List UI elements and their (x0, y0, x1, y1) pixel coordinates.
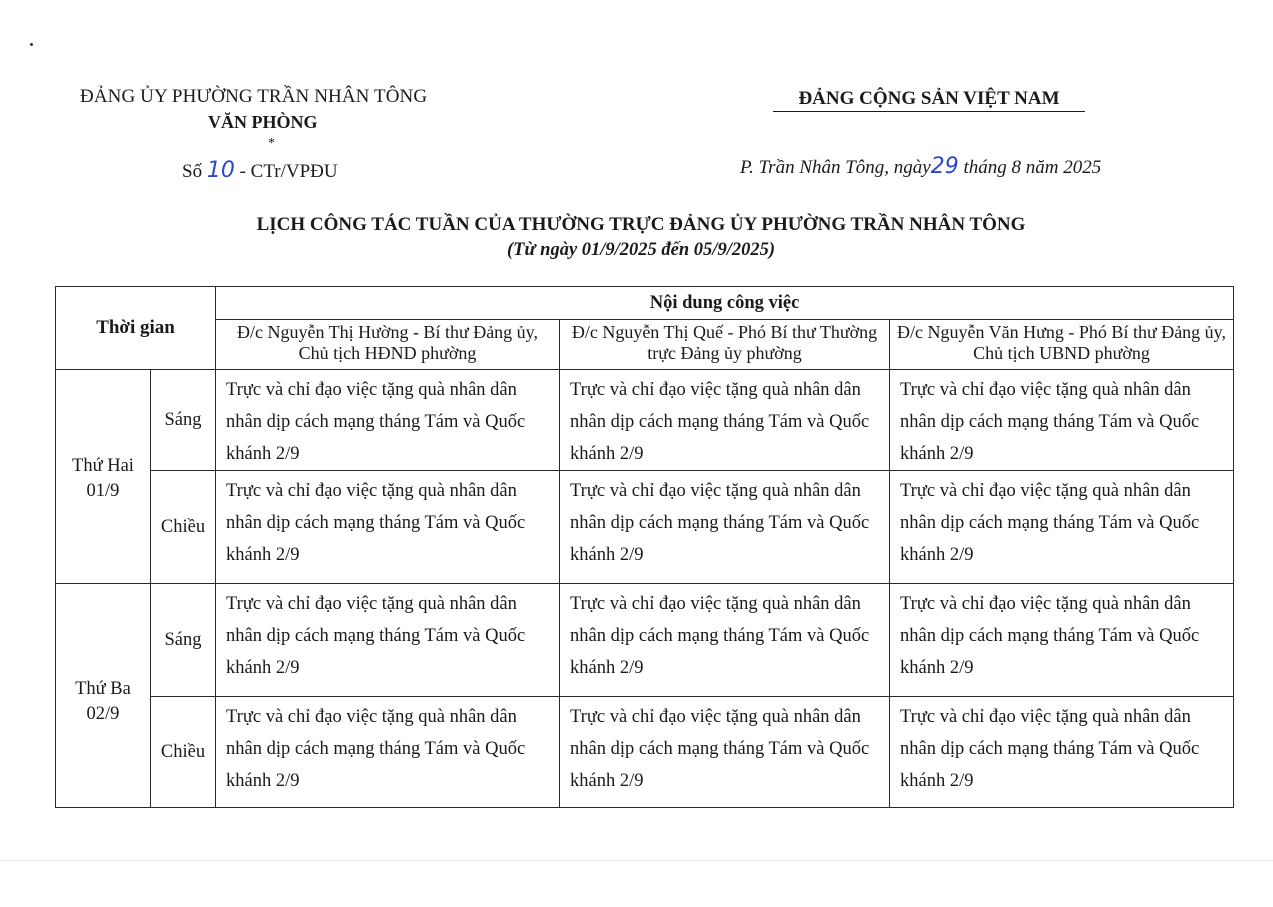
header-row (56, 287, 1234, 320)
table-row (56, 584, 1234, 697)
task-cell: Trực và chỉ đạo việc tặng quà nhân dân nhân dịp cách mạng tháng Tám và Quốc khánh 2/9 (560, 584, 890, 697)
table-row (56, 471, 1234, 584)
place-date (740, 154, 1101, 179)
task-cell: Trực và chỉ đạo việc tặng quà nhân dân nhân dịp cách mạng tháng Tám và Quốc khánh 2/9 (560, 370, 890, 471)
party-name: ĐẢNG CỘNG SẢN VIỆT NAM (773, 88, 1085, 112)
task-cell: Trực và chỉ đạo việc tặng quà nhân dân nhân dịp cách mạng tháng Tám và Quốc khánh 2/9 (216, 697, 560, 808)
day-name: Thứ Ba (75, 679, 131, 699)
day-name: Thứ Hai (72, 456, 134, 476)
day-cell (56, 370, 151, 584)
time-header: Thời gian (56, 287, 216, 370)
document-title: LỊCH CÔNG TÁC TUẦN CỦA THƯỜNG TRỰC ĐẢNG ỦY PHƯỜNG TRẦN NHÂN TÔNG (256, 214, 1026, 235)
document-number (182, 158, 338, 183)
content-header: Nội dung công việc (216, 287, 1234, 320)
session-label: Chiều (151, 471, 216, 584)
task-cell: Trực và chỉ đạo việc tặng quà nhân dân nhân dịp cách mạng tháng Tám và Quốc khánh 2/9 (216, 471, 560, 584)
session-label: Sáng (151, 370, 216, 471)
task-cell: Trực và chỉ đạo việc tặng quà nhân dân nhân dịp cách mạng tháng Tám và Quốc khánh 2/9 (216, 370, 560, 471)
doc-number-handwritten: 10 (206, 158, 235, 183)
doc-number-prefix: Số (182, 161, 203, 182)
issuing-office: VĂN PHÒNG (208, 112, 318, 132)
task-cell: Trực và chỉ đạo việc tặng quà nhân dân nhân dịp cách mạng tháng Tám và Quốc khánh 2/9 (890, 471, 1234, 584)
scan-edge-line (0, 860, 1273, 861)
task-cell: Trực và chỉ đạo việc tặng quà nhân dân nhân dịp cách mạng tháng Tám và Quốc khánh 2/9 (890, 370, 1234, 471)
schedule-table (55, 286, 1234, 808)
day-date: 01/9 (86, 481, 120, 501)
person-header: Đ/c Nguyễn Văn Hưng - Phó Bí thư Đảng ủy, Chủ tịch UBND phường (890, 320, 1234, 370)
scan-speck (30, 43, 33, 46)
table-row (56, 697, 1234, 808)
document-subtitle: (Từ ngày 01/9/2025 đến 05/9/2025) (506, 240, 775, 260)
person-header: Đ/c Nguyễn Thị Hường - Bí thư Đảng ủy, Chủ tịch HĐND phường (216, 320, 560, 370)
issuing-org: ĐẢNG ỦY PHƯỜNG TRẦN NHÂN TÔNG (80, 86, 428, 107)
task-cell: Trực và chỉ đạo việc tặng quà nhân dân nhân dịp cách mạng tháng Tám và Quốc khánh 2/9 (560, 697, 890, 808)
task-cell: Trực và chỉ đạo việc tặng quà nhân dân nhân dịp cách mạng tháng Tám và Quốc khánh 2/9 (890, 584, 1234, 697)
doc-number-suffix: - CTr/VPĐU (239, 161, 338, 182)
table-row (56, 370, 1234, 471)
date-prefix: P. Trần Nhân Tông, ngày (740, 157, 931, 178)
session-label: Sáng (151, 584, 216, 697)
day-cell (56, 584, 151, 808)
people-row (56, 320, 1234, 370)
date-day-handwritten: 29 (930, 154, 959, 179)
separator-star: * (268, 136, 275, 151)
day-date: 02/9 (86, 704, 120, 724)
date-suffix: tháng 8 năm 2025 (963, 157, 1102, 178)
person-header: Đ/c Nguyễn Thị Quế - Phó Bí thư Thường trực Đảng ủy phường (560, 320, 890, 370)
task-cell: Trực và chỉ đạo việc tặng quà nhân dân nhân dịp cách mạng tháng Tám và Quốc khánh 2/9 (890, 697, 1234, 808)
task-cell: Trực và chỉ đạo việc tặng quà nhân dân nhân dịp cách mạng tháng Tám và Quốc khánh 2/9 (216, 584, 560, 697)
task-cell: Trực và chỉ đạo việc tặng quà nhân dân nhân dịp cách mạng tháng Tám và Quốc khánh 2/9 (560, 471, 890, 584)
session-label: Chiều (151, 697, 216, 808)
